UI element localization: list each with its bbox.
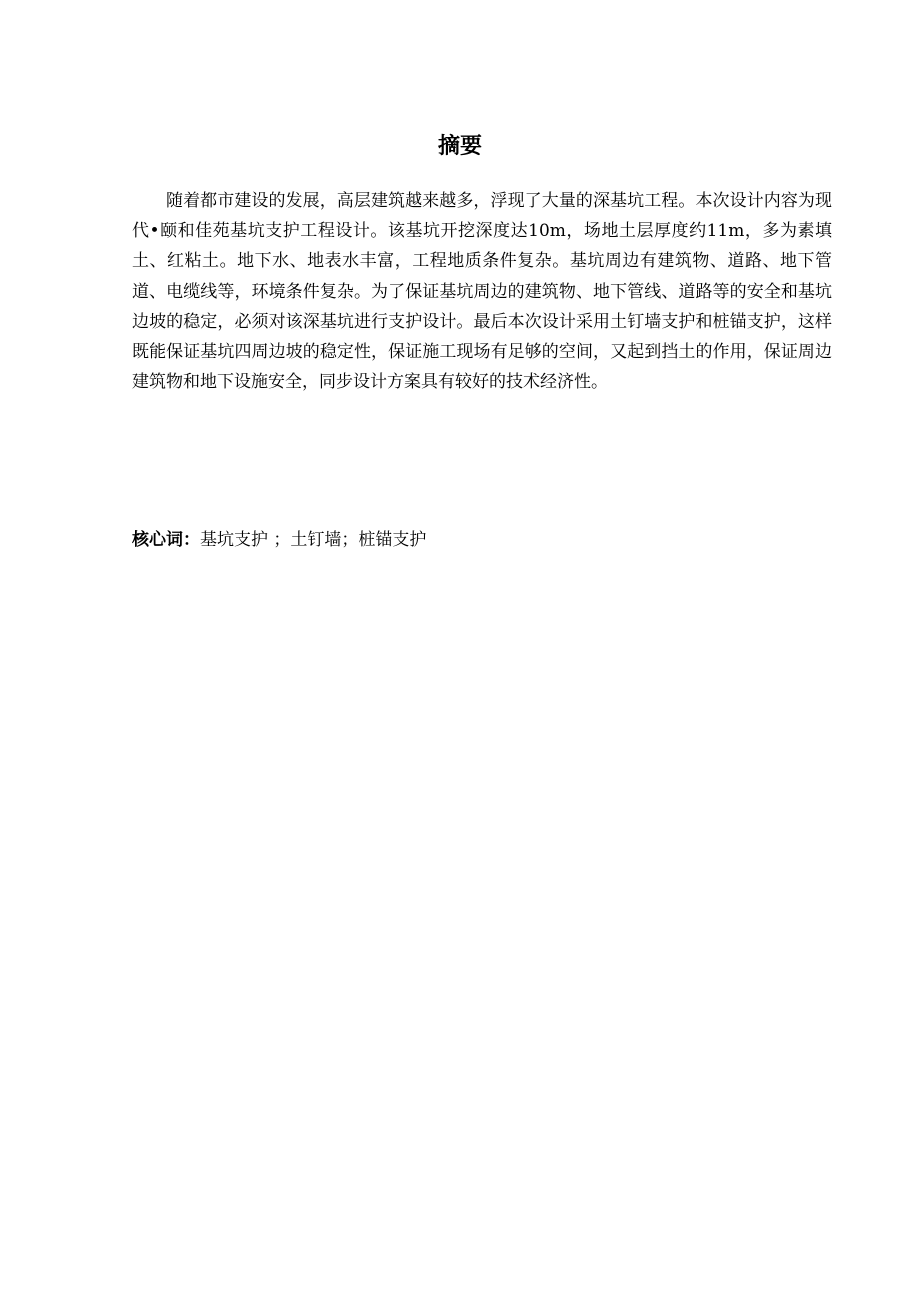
abstract-paragraph: 随着都市建设的发展，高层建筑越来越多，浮现了大量的深基坑工程。本次设计内容为现代•颐和佳苑基坑支护工程设计。该基坑开挖深度达10m，场地土层厚度约11m，多为素填土、红粘土。地下水、地表水丰富，工程地质条件复杂。基坑周边有建筑物、道路、地下管道、电缆线等，环境条件复杂。为了保证基坑周边的建筑物、地下管线、道路等的安全和基坑边坡的稳定，必须对该深基坑进行支护设计。最后本次设计采用土钉墙支护和桩锚支护，这样既能保证基坑四周边坡的稳定性，保证施工现场有足够的空间，又起到挡土的作用，保证周边建筑物和地下设施安全，同步设计方案具有较好的技术经济性。 [132,191,832,393]
keywords-label: 核心词： [132,530,200,550]
keywords-value: 基坑支护 ；土钉墙；桩锚支护 [200,530,427,550]
abstract-title: 摘要 [437,133,482,159]
keywords-line [132,525,832,555]
